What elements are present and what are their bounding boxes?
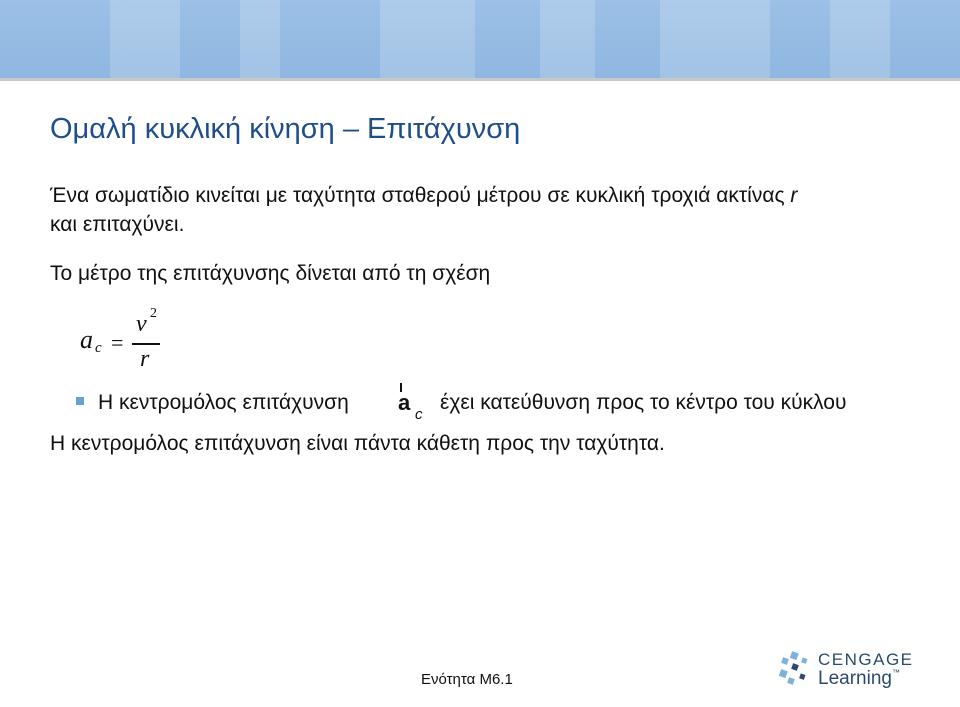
radius-variable: r [790,184,798,207]
banner-stripe [830,0,890,78]
header-banner [0,0,960,78]
eq-numerator: v [136,311,147,337]
footer-section-label: Ενότητα Μ6.1 [421,671,513,688]
banner-stripe [240,0,280,78]
paragraph-1-text: Ένα σωματίδιο κινείται με ταχύτητα σταθερού μέτρου σε κυκλική τροχιά ακτίνας [50,184,791,207]
banner-stripe [110,0,180,78]
banner-stripe [380,0,475,78]
bullet-icon [76,397,84,405]
eq-denominator: r [140,346,150,372]
slide-title: Ομαλή κυκλική κίνηση – Επιτάχυνση [50,113,521,145]
eq-equals: = [111,330,124,355]
paragraph-3: Η κεντρομόλος επιτάχυνση είναι πάντα κάθετη προς την ταχύτητα. [50,432,665,455]
logo-brand-text: CENGAGE [818,650,914,669]
paragraph-2: Το μέτρο της επιτάχυνσης δίνεται από τη σχέση [50,262,491,285]
banner-stripe [540,0,595,78]
eq-exponent: 2 [150,306,157,321]
banner-stripe [660,0,770,78]
bullet-text-after: έχει κατεύθυνση προς το κέντρο του κύκλου [440,391,847,414]
vector-subscript: c [415,406,423,423]
paragraph-1-line-1 [50,184,797,208]
eq-lhs-subscript: c [95,340,102,356]
logo-subtitle [818,668,900,690]
vector-symbol: a [398,390,411,415]
banner-underline [0,78,960,81]
fraction-bar [132,343,160,345]
bullet-text-before: Η κεντρομόλος επιτάχυνση [98,391,349,414]
logo-learning: Learning [818,668,892,689]
logo-trademark: ™ [891,668,900,677]
paragraph-1-line-2: και επιταχύνει. [50,213,185,236]
eq-lhs: a [80,325,93,354]
